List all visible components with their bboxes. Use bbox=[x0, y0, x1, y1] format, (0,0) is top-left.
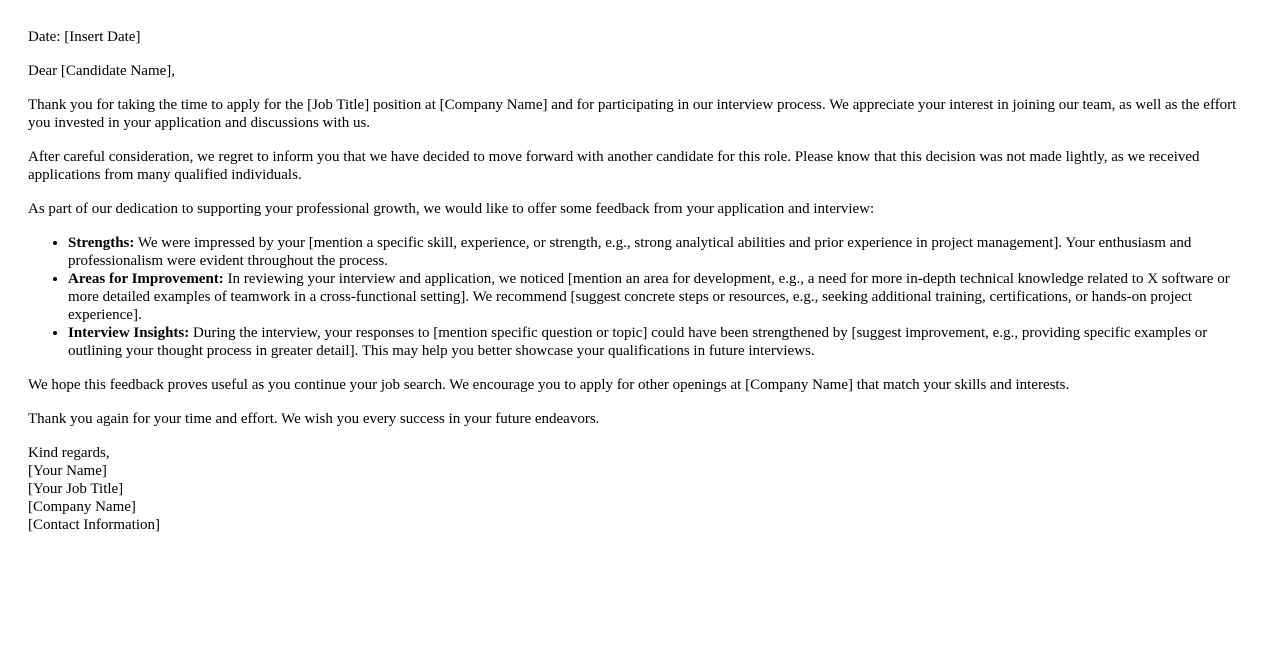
date-line: Date: [Insert Date] bbox=[28, 29, 141, 45]
paragraph-closing: Thank you again for your time and effort. We wish you every success in your future endeavors. bbox=[28, 411, 600, 427]
feedback-list bbox=[28, 234, 1250, 360]
signature-company: [Company Name] bbox=[28, 499, 136, 515]
paragraph-hope: We hope this feedback proves useful as you continue your job search. We encourage you to apply for other openings at [Company Name] that match your skills and interests. bbox=[28, 377, 1070, 393]
feedback-label: Areas for Improvement: bbox=[68, 271, 224, 287]
feedback-label: Strengths: bbox=[68, 235, 135, 251]
feedback-item-improvement bbox=[68, 270, 1250, 324]
feedback-text: In reviewing your interview and application, we noticed [mention an area for development, e.g., a need for more in-depth technical knowledge related to X software or more detailed examples of teamwork in a cross-functional setting]. We recommend [suggest concrete steps or resources, e.g., seeking additional training, certifications, or hands-on project experience]. bbox=[68, 271, 1230, 323]
paragraph-thanks: Thank you for taking the time to apply for the [Job Title] position at [Company Name] and for participating in our interview process. We appreciate your interest in joining our team, as well as the effort you invested in your application and discussions with us. bbox=[28, 97, 1237, 131]
letter-body bbox=[28, 28, 1250, 534]
feedback-text: During the interview, your responses to [mention specific question or topic] could have been strengthened by [suggest improvement, e.g., providing specific examples or outlining your thought process in greater detail]. This may help you better showcase your qualifications in future interviews. bbox=[68, 325, 1208, 359]
paragraph-decision: After careful consideration, we regret to inform you that we have decided to move forward with another candidate for this role. Please know that this decision was not made lightly, as we received applications from many qualified individuals. bbox=[28, 149, 1200, 183]
feedback-text: We were impressed by your [mention a specific skill, experience, or strength, e.g., strong analytical abilities and prior experience in project management]. Your enthusiasm and professionalism were evident throughout the process. bbox=[68, 235, 1192, 269]
signature-closing: Kind regards, bbox=[28, 445, 110, 461]
feedback-item-strengths bbox=[68, 234, 1250, 270]
paragraph-feedback-intro: As part of our dedication to supporting your professional growth, we would like to offer some feedback from your application and interview: bbox=[28, 201, 875, 217]
signature-name: [Your Name] bbox=[28, 463, 107, 479]
feedback-label: Interview Insights: bbox=[68, 325, 190, 341]
feedback-item-insights bbox=[68, 324, 1250, 360]
signature-job-title: [Your Job Title] bbox=[28, 481, 124, 497]
signature-block bbox=[28, 444, 1250, 534]
signature-contact: [Contact Information] bbox=[28, 517, 161, 533]
salutation: Dear [Candidate Name], bbox=[28, 63, 176, 79]
